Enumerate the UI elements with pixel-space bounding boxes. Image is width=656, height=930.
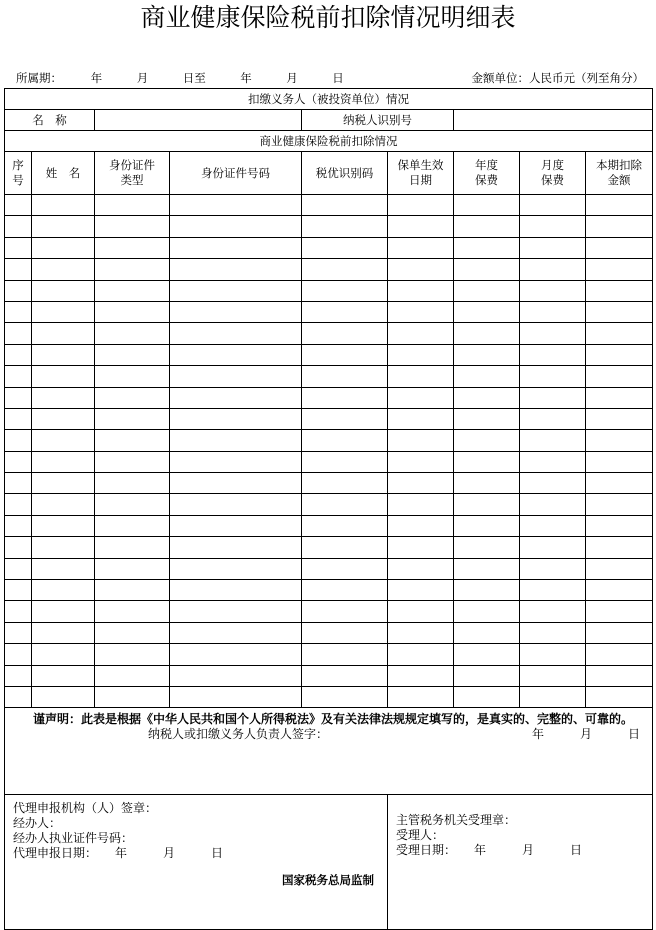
table-cell[interactable] xyxy=(388,537,454,558)
table-cell[interactable] xyxy=(5,665,32,686)
table-cell[interactable] xyxy=(520,558,586,579)
table-cell[interactable] xyxy=(302,280,388,301)
table-cell[interactable] xyxy=(388,344,454,365)
table-cell[interactable] xyxy=(302,259,388,280)
table-cell[interactable] xyxy=(5,387,32,408)
table-cell[interactable] xyxy=(586,195,653,216)
agent-handler-label: 经办人： xyxy=(13,816,62,831)
table-row xyxy=(5,237,653,258)
table-cell[interactable] xyxy=(170,686,302,707)
table-cell[interactable] xyxy=(520,408,586,429)
taxpayer-id-field[interactable] xyxy=(454,110,653,131)
table-row xyxy=(5,580,653,601)
table-cell[interactable] xyxy=(32,644,95,665)
table-cell[interactable] xyxy=(32,665,95,686)
table-cell[interactable] xyxy=(32,344,95,365)
table-cell[interactable] xyxy=(388,216,454,237)
agent-date-label: 代理申报日期： 年 月 日 xyxy=(13,846,224,861)
table-cell[interactable] xyxy=(95,665,170,686)
table-row xyxy=(5,686,653,707)
table-cell[interactable] xyxy=(5,494,32,515)
tax-receiver-label: 受理人： xyxy=(396,828,445,843)
col-header-name: 姓 名 xyxy=(32,152,95,195)
table-cell[interactable] xyxy=(32,515,95,536)
table-cell[interactable] xyxy=(302,686,388,707)
table-cell[interactable] xyxy=(5,558,32,579)
table-cell[interactable] xyxy=(95,537,170,558)
table-cell[interactable] xyxy=(302,494,388,515)
table-cell[interactable] xyxy=(388,665,454,686)
declaration-text: 谨声明：此表是根据《中华人民共和国个人所得税法》及有关法律法规规定填写的，是真实的、完整的、可靠的。 xyxy=(33,712,634,727)
table-row xyxy=(5,451,653,472)
table-cell[interactable] xyxy=(5,622,32,643)
tax-authority-block xyxy=(388,795,653,930)
table-cell[interactable] xyxy=(520,366,586,387)
table-cell[interactable] xyxy=(520,344,586,365)
table-row xyxy=(5,430,653,451)
table-cell[interactable] xyxy=(170,537,302,558)
table-cell[interactable] xyxy=(302,430,388,451)
table-cell[interactable] xyxy=(302,473,388,494)
table-cell[interactable] xyxy=(454,195,520,216)
table-cell[interactable] xyxy=(520,451,586,472)
table-cell[interactable] xyxy=(388,323,454,344)
table-cell[interactable] xyxy=(454,644,520,665)
table-cell[interactable] xyxy=(302,387,388,408)
table-row xyxy=(5,344,653,365)
table-cell[interactable] xyxy=(170,665,302,686)
table-cell[interactable] xyxy=(5,344,32,365)
table-cell[interactable] xyxy=(454,323,520,344)
table-cell[interactable] xyxy=(170,408,302,429)
table-cell[interactable] xyxy=(5,280,32,301)
table-cell[interactable] xyxy=(95,323,170,344)
col-header-annual-premium: 年度保费 xyxy=(454,152,520,195)
table-cell[interactable] xyxy=(170,237,302,258)
table-cell[interactable] xyxy=(170,344,302,365)
table-cell[interactable] xyxy=(520,323,586,344)
table-cell[interactable] xyxy=(5,301,32,322)
table-cell[interactable] xyxy=(388,451,454,472)
table-cell[interactable] xyxy=(586,280,653,301)
table-cell[interactable] xyxy=(388,686,454,707)
table-cell[interactable] xyxy=(388,622,454,643)
table-cell[interactable] xyxy=(170,451,302,472)
table-cell[interactable] xyxy=(32,622,95,643)
table-cell[interactable] xyxy=(32,686,95,707)
table-cell[interactable] xyxy=(95,494,170,515)
table-cell[interactable] xyxy=(170,580,302,601)
table-cell[interactable] xyxy=(302,237,388,258)
col-header-id-number: 身份证件号码 xyxy=(170,152,302,195)
table-cell[interactable] xyxy=(586,323,653,344)
table-cell[interactable] xyxy=(454,216,520,237)
table-cell[interactable] xyxy=(586,494,653,515)
table-cell[interactable] xyxy=(302,216,388,237)
table-row xyxy=(5,494,653,515)
table-cell[interactable] xyxy=(170,280,302,301)
table-cell[interactable] xyxy=(454,601,520,622)
table-cell[interactable] xyxy=(586,259,653,280)
table-row xyxy=(5,408,653,429)
table-cell[interactable] xyxy=(32,430,95,451)
table-cell[interactable] xyxy=(5,366,32,387)
table-cell[interactable] xyxy=(95,408,170,429)
table-cell[interactable] xyxy=(454,558,520,579)
table-row xyxy=(5,259,653,280)
table-cell[interactable] xyxy=(586,408,653,429)
table-cell[interactable] xyxy=(586,558,653,579)
table-row xyxy=(5,366,653,387)
table-cell[interactable] xyxy=(520,601,586,622)
table-cell[interactable] xyxy=(95,280,170,301)
table-cell[interactable] xyxy=(586,344,653,365)
agent-block xyxy=(5,795,388,930)
table-row xyxy=(5,515,653,536)
table-cell[interactable] xyxy=(388,558,454,579)
table-cell[interactable] xyxy=(302,537,388,558)
table-cell[interactable] xyxy=(520,644,586,665)
table-cell[interactable] xyxy=(520,430,586,451)
table-cell[interactable] xyxy=(302,515,388,536)
table-cell[interactable] xyxy=(586,430,653,451)
table-cell[interactable] xyxy=(95,216,170,237)
table-cell[interactable] xyxy=(32,601,95,622)
table-row xyxy=(5,558,653,579)
table-cell[interactable] xyxy=(302,323,388,344)
table-cell[interactable] xyxy=(520,195,586,216)
table-cell[interactable] xyxy=(170,473,302,494)
table-cell[interactable] xyxy=(5,580,32,601)
table-cell[interactable] xyxy=(32,451,95,472)
table-cell[interactable] xyxy=(170,622,302,643)
taxpayer-id-label: 纳税人识别号 xyxy=(302,110,454,131)
table-cell[interactable] xyxy=(586,686,653,707)
form-title: 商业健康保险税前扣除情况明细表 xyxy=(140,3,516,32)
table-cell[interactable] xyxy=(95,366,170,387)
table-cell[interactable] xyxy=(32,473,95,494)
table-cell[interactable] xyxy=(32,408,95,429)
table-cell[interactable] xyxy=(454,344,520,365)
table-cell[interactable] xyxy=(388,280,454,301)
table-cell[interactable] xyxy=(32,301,95,322)
col-header-monthly-premium: 月度保费 xyxy=(520,152,586,195)
name-label: 名 称 xyxy=(5,110,95,131)
table-cell[interactable] xyxy=(454,515,520,536)
table-cell[interactable] xyxy=(170,195,302,216)
table-cell[interactable] xyxy=(454,451,520,472)
table-cell[interactable] xyxy=(520,387,586,408)
table-cell[interactable] xyxy=(454,280,520,301)
table-cell[interactable] xyxy=(586,451,653,472)
table-row xyxy=(5,622,653,643)
table-cell[interactable] xyxy=(520,665,586,686)
table-cell[interactable] xyxy=(454,301,520,322)
table-cell[interactable] xyxy=(388,473,454,494)
withholder-section-header: 扣缴义务人（被投资单位）情况 xyxy=(5,89,653,110)
table-cell[interactable] xyxy=(388,259,454,280)
table-cell[interactable] xyxy=(95,195,170,216)
table-cell[interactable] xyxy=(302,195,388,216)
table-cell[interactable] xyxy=(388,195,454,216)
table-cell[interactable] xyxy=(5,537,32,558)
detail-section-header: 商业健康保险税前扣除情况 xyxy=(5,131,653,152)
table-cell[interactable] xyxy=(586,601,653,622)
table-cell[interactable] xyxy=(520,259,586,280)
table-cell[interactable] xyxy=(520,216,586,237)
table-cell[interactable] xyxy=(5,644,32,665)
table-cell[interactable] xyxy=(302,558,388,579)
table-cell[interactable] xyxy=(170,366,302,387)
table-cell[interactable] xyxy=(454,473,520,494)
table-cell[interactable] xyxy=(388,644,454,665)
column-header-row xyxy=(5,152,653,195)
table-cell[interactable] xyxy=(95,622,170,643)
table-cell[interactable] xyxy=(520,237,586,258)
table-cell[interactable] xyxy=(95,451,170,472)
table-cell[interactable] xyxy=(302,344,388,365)
table-cell[interactable] xyxy=(586,301,653,322)
table-cell[interactable] xyxy=(388,430,454,451)
table-cell[interactable] xyxy=(454,622,520,643)
table-cell[interactable] xyxy=(5,195,32,216)
table-cell[interactable] xyxy=(302,622,388,643)
table-cell[interactable] xyxy=(388,387,454,408)
table-cell[interactable] xyxy=(32,195,95,216)
table-row xyxy=(5,216,653,237)
agent-cert-label: 经办人执业证件号码： xyxy=(13,831,134,846)
signature-label: 纳税人或扣缴义务人负责人签字： xyxy=(148,727,329,742)
table-cell[interactable] xyxy=(170,515,302,536)
signature-date: 年 月 日 xyxy=(531,727,640,742)
table-cell[interactable] xyxy=(586,644,653,665)
table-cell[interactable] xyxy=(32,494,95,515)
table-cell[interactable] xyxy=(170,430,302,451)
table-cell[interactable] xyxy=(302,644,388,665)
table-cell[interactable] xyxy=(95,259,170,280)
table-cell[interactable] xyxy=(520,494,586,515)
table-cell[interactable] xyxy=(454,259,520,280)
table-cell[interactable] xyxy=(170,387,302,408)
table-cell[interactable] xyxy=(95,686,170,707)
table-cell[interactable] xyxy=(302,451,388,472)
table-cell[interactable] xyxy=(170,558,302,579)
table-row xyxy=(5,323,653,344)
table-cell[interactable] xyxy=(586,237,653,258)
footer-supervisor: 国家税务总局监制 xyxy=(282,873,374,887)
table-cell[interactable] xyxy=(454,686,520,707)
table-cell[interactable] xyxy=(388,515,454,536)
table-cell[interactable] xyxy=(454,537,520,558)
detail-form-table xyxy=(4,88,653,930)
table-cell[interactable] xyxy=(520,537,586,558)
table-cell[interactable] xyxy=(520,280,586,301)
table-row xyxy=(5,280,653,301)
table-cell[interactable] xyxy=(170,323,302,344)
table-cell[interactable] xyxy=(586,580,653,601)
table-cell[interactable] xyxy=(170,644,302,665)
table-cell[interactable] xyxy=(520,301,586,322)
declaration-block xyxy=(5,708,653,795)
table-cell[interactable] xyxy=(32,387,95,408)
table-cell[interactable] xyxy=(586,473,653,494)
table-cell[interactable] xyxy=(586,537,653,558)
table-cell[interactable] xyxy=(520,622,586,643)
table-cell[interactable] xyxy=(32,237,95,258)
data-rows xyxy=(5,195,653,708)
table-cell[interactable] xyxy=(302,665,388,686)
table-cell[interactable] xyxy=(302,366,388,387)
col-header-deduction: 本期扣除金额 xyxy=(586,152,653,195)
col-header-tax-code: 税优识别码 xyxy=(302,152,388,195)
table-cell[interactable] xyxy=(5,237,32,258)
table-row xyxy=(5,644,653,665)
table-cell[interactable] xyxy=(302,601,388,622)
table-cell[interactable] xyxy=(388,237,454,258)
table-cell[interactable] xyxy=(520,686,586,707)
table-cell[interactable] xyxy=(586,622,653,643)
table-cell[interactable] xyxy=(95,473,170,494)
table-cell[interactable] xyxy=(388,366,454,387)
table-cell[interactable] xyxy=(388,301,454,322)
table-cell[interactable] xyxy=(5,473,32,494)
table-cell[interactable] xyxy=(95,344,170,365)
table-cell[interactable] xyxy=(586,366,653,387)
table-cell[interactable] xyxy=(32,280,95,301)
table-row xyxy=(5,537,653,558)
table-cell[interactable] xyxy=(454,494,520,515)
table-cell[interactable] xyxy=(586,515,653,536)
table-cell[interactable] xyxy=(95,558,170,579)
table-cell[interactable] xyxy=(388,580,454,601)
table-cell[interactable] xyxy=(32,216,95,237)
table-cell[interactable] xyxy=(170,601,302,622)
amount-unit: 金额单位：人民币元（列至角分） xyxy=(471,71,644,85)
table-cell[interactable] xyxy=(32,537,95,558)
table-row xyxy=(5,473,653,494)
table-cell[interactable] xyxy=(95,301,170,322)
col-header-seq: 序号 xyxy=(5,152,32,195)
table-row xyxy=(5,665,653,686)
table-cell[interactable] xyxy=(170,259,302,280)
table-cell[interactable] xyxy=(5,259,32,280)
table-row xyxy=(5,195,653,216)
table-cell[interactable] xyxy=(5,451,32,472)
table-cell[interactable] xyxy=(302,301,388,322)
table-row xyxy=(5,387,653,408)
tax-date-label: 受理日期： 年 月 日 xyxy=(396,843,583,858)
table-cell[interactable] xyxy=(388,494,454,515)
table-cell[interactable] xyxy=(520,515,586,536)
table-cell[interactable] xyxy=(520,580,586,601)
table-cell[interactable] xyxy=(32,323,95,344)
tax-seal-label: 主管税务机关受理章： xyxy=(396,813,517,828)
table-cell[interactable] xyxy=(5,515,32,536)
col-header-id-type: 身份证件类型 xyxy=(95,152,170,195)
table-cell[interactable] xyxy=(95,387,170,408)
table-cell[interactable] xyxy=(586,216,653,237)
table-cell[interactable] xyxy=(454,408,520,429)
agent-seal-label: 代理申报机构（人）签章： xyxy=(13,801,158,816)
table-cell[interactable] xyxy=(5,216,32,237)
table-cell[interactable] xyxy=(454,580,520,601)
table-cell[interactable] xyxy=(95,237,170,258)
table-cell[interactable] xyxy=(5,601,32,622)
table-cell[interactable] xyxy=(302,580,388,601)
col-header-policy-date: 保单生效日期 xyxy=(388,152,454,195)
table-cell[interactable] xyxy=(586,665,653,686)
table-cell[interactable] xyxy=(302,408,388,429)
name-field[interactable] xyxy=(95,110,302,131)
table-cell[interactable] xyxy=(454,430,520,451)
table-cell[interactable] xyxy=(5,430,32,451)
table-cell[interactable] xyxy=(388,601,454,622)
table-cell[interactable] xyxy=(454,366,520,387)
table-cell[interactable] xyxy=(5,686,32,707)
table-cell[interactable] xyxy=(95,601,170,622)
table-row xyxy=(5,301,653,322)
table-cell[interactable] xyxy=(520,473,586,494)
table-row xyxy=(5,601,653,622)
table-cell[interactable] xyxy=(454,665,520,686)
table-cell[interactable] xyxy=(95,430,170,451)
table-cell[interactable] xyxy=(454,237,520,258)
table-cell[interactable] xyxy=(5,323,32,344)
table-cell[interactable] xyxy=(95,515,170,536)
table-cell[interactable] xyxy=(170,494,302,515)
table-cell[interactable] xyxy=(32,580,95,601)
table-cell[interactable] xyxy=(388,408,454,429)
table-cell[interactable] xyxy=(95,644,170,665)
table-cell[interactable] xyxy=(170,216,302,237)
table-cell[interactable] xyxy=(586,387,653,408)
table-cell[interactable] xyxy=(454,387,520,408)
table-cell[interactable] xyxy=(32,366,95,387)
table-cell[interactable] xyxy=(5,408,32,429)
table-cell[interactable] xyxy=(95,580,170,601)
table-cell[interactable] xyxy=(32,259,95,280)
table-cell[interactable] xyxy=(170,301,302,322)
table-cell[interactable] xyxy=(32,558,95,579)
period-line: 所属期： 年 月 日至 年 月 日 xyxy=(16,71,344,85)
